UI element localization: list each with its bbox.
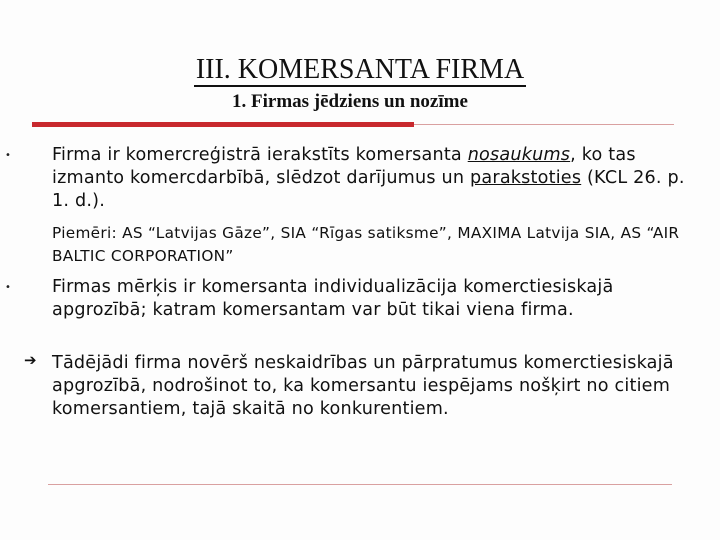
definition-paragraph — [52, 144, 707, 213]
definition-term-nosaukums: nosaukums — [467, 145, 571, 165]
top-divider — [32, 124, 674, 125]
definition-text-1: Firma ir komercreģistrā ierakstīts komersanta — [52, 145, 468, 165]
definition-term-parakstoties: parakstoties — [470, 168, 582, 188]
purpose-paragraph: Firmas mērķis ir komersanta individualizācija komerctiesiskajā apgrozībā; katram komersantam var būt tikai viena firma. — [52, 277, 614, 320]
definition-text-2: , ko tas izmanto komercdarbībā, slēdzot darījumus un — [52, 145, 636, 188]
arrow-right-icon: ➔ — [24, 351, 37, 369]
slide-title-text: III. KOMERSANTA FIRMA — [195, 54, 525, 85]
slide-subtitle: 1. Firmas jēdziens un nozīme — [232, 91, 468, 112]
consequence-paragraph: Tādējādi firma novērš neskaidrības un pārpratumus komerctiesiskajā apgrozībā, nodrošinot to, ka komersantu iespējams nošķirt no citiem komersantiem, tajā skaitā no konkurentiem. — [52, 353, 674, 419]
bullet-icon: • — [5, 150, 11, 161]
bottom-divider — [48, 484, 672, 485]
accent-bar — [32, 122, 414, 127]
bullet-icon: • — [5, 282, 11, 293]
examples-paragraph: Piemēri: AS “Latvijas Gāze”, SIA “Rīgas satiksme”, MAXIMA Latvija SIA, AS “AIR BALTIC CORPORATION” — [52, 224, 680, 265]
slide-title — [0, 54, 720, 86]
definition-text-3: (KCL 26. p. 1. d.). — [52, 168, 685, 211]
